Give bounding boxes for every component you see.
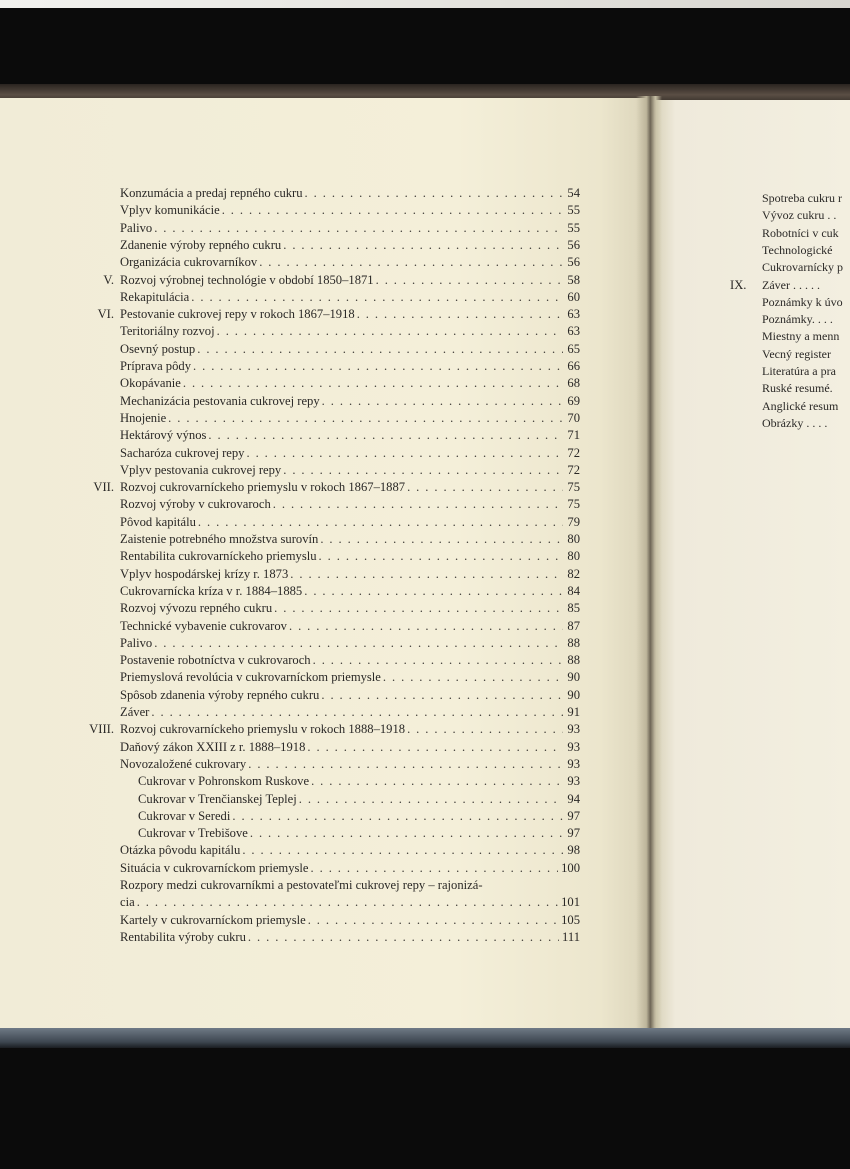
background-top-strip (0, 0, 850, 8)
toc-dot-leader (248, 929, 559, 946)
toc-entry-title: Rozvoj výrobnej technológie v období 1850–1871 (120, 272, 374, 287)
toc-page-number: 55 (567, 203, 580, 218)
toc-entry-title: Poznámky k úvo (762, 294, 843, 309)
toc-entry (0, 825, 650, 842)
toc-entry-line (120, 393, 580, 410)
toc-entry-title: Situácia v cukrovarníckom priemysle (120, 860, 309, 875)
toc-chapter-number: IX. (730, 277, 747, 292)
toc-entry-line (120, 687, 580, 704)
toc-entry-title: Rentabilita cukrovarníckeho priemyslu (120, 549, 317, 564)
toc-entry-title: Vývoz cukru . . (762, 208, 837, 223)
toc-entry (0, 739, 650, 756)
toc-entry-line (120, 721, 580, 738)
toc-entry-title: Vecný register (762, 346, 831, 361)
toc-entry-line (120, 185, 580, 202)
toc-entry (0, 669, 650, 686)
toc-entry-line (120, 323, 580, 340)
toc-entry-line (138, 773, 580, 790)
toc-entry-title: Cukrovarnícky p (762, 260, 843, 275)
toc-entry-title: Organizácia cukrovarníkov (120, 255, 258, 270)
toc-dot-leader (137, 894, 558, 911)
book-cover-bottom-edge (0, 1028, 850, 1048)
toc-entry-title: Rentabilita výroby cukru (120, 929, 246, 944)
toc-dot-leader (283, 462, 563, 479)
toc-entry-title: Vplyv komunikácie (120, 203, 220, 218)
toc-entry (0, 306, 650, 323)
toc-entry-title: Zaistenie potrebného množstva surovín (120, 532, 319, 546)
toc-chapter-number: VI. (97, 307, 114, 322)
toc-entry-line (120, 202, 580, 219)
toc-entry (0, 254, 650, 271)
toc-page-number: 88 (567, 653, 580, 668)
toc-entry-line (120, 254, 580, 271)
toc-entry (0, 358, 650, 375)
toc-page-number: 54 (567, 186, 580, 200)
toc-dot-leader (305, 185, 563, 202)
toc-dot-leader (168, 410, 563, 427)
toc-entry-line (120, 669, 580, 686)
toc-entry (0, 756, 650, 773)
toc-entry-line (120, 635, 580, 652)
toc-entry (0, 791, 650, 808)
toc-entry (0, 427, 650, 444)
toc-dot-leader (322, 393, 563, 410)
toc-page-number: 55 (567, 220, 580, 235)
toc-entry-line (120, 566, 580, 583)
toc-entry-title: Technické vybavenie cukrovarov (120, 618, 287, 633)
toc-chapter-number: VII. (93, 480, 114, 495)
toc-dot-leader (154, 635, 563, 652)
toc-entry-title: Palivo (120, 635, 153, 650)
toc-entry (0, 272, 650, 289)
toc-entry-title: Cukrovar v Pohronskom Ruskove (138, 774, 310, 789)
toc-page-number: 90 (567, 670, 580, 685)
toc-entry (0, 618, 650, 635)
toc-entry-title: Poznámky. . . . (762, 312, 833, 327)
toc-entry-title: Cukrovar v Trenčianskej Teplej (138, 791, 297, 806)
toc-entry-line (120, 860, 580, 877)
toc-entry-title: cia (120, 895, 135, 910)
toc-entry-line (138, 825, 580, 842)
toc-page-number: 100 (561, 860, 580, 875)
toc-dot-leader (248, 756, 563, 773)
toc-entry-line (120, 220, 580, 237)
toc-page-number: 80 (567, 532, 580, 546)
toc-dot-leader (246, 445, 563, 462)
toc-page-number: 70 (567, 410, 580, 425)
toc-entry-title: Daňový zákon XXIII z r. 1888–1918 (120, 739, 306, 754)
toc-entry (0, 185, 650, 202)
toc-dot-leader (407, 479, 563, 496)
toc-entry-title: Otázka pôvodu kapitálu (120, 843, 241, 858)
toc-entry (0, 548, 650, 565)
toc-entry-title: Spôsob zdanenia výroby repného cukru (120, 687, 320, 702)
toc-page-number: 63 (567, 307, 580, 322)
toc-page-number: 91 (567, 705, 580, 719)
toc-entry-title: Mechanizácia pestovania cukrovej repy (120, 393, 320, 408)
toc-entry (0, 860, 650, 877)
toc-dot-leader (222, 202, 563, 219)
toc-entry-title: Technologické (762, 242, 833, 257)
toc-page-number: 63 (567, 324, 580, 339)
toc-entry-title: Obrázky . . . . (762, 415, 828, 430)
toc-dot-leader (259, 254, 563, 271)
toc-entry-line (120, 894, 580, 911)
toc-page-number: 82 (567, 566, 580, 581)
toc-entry (0, 479, 650, 496)
toc-entry (0, 514, 650, 531)
toc-dot-leader (191, 289, 563, 306)
toc-entry (0, 237, 650, 254)
toc-entry (0, 202, 650, 219)
toc-entry (0, 393, 650, 410)
toc-dot-leader (217, 323, 563, 340)
toc-dot-leader (154, 220, 563, 237)
toc-entry-title: Sacharóza cukrovej repy (120, 445, 245, 460)
toc-dot-leader (183, 375, 563, 392)
toc-entry-title: Priemyslová revolúcia v cukrovarníckom priemysle (120, 670, 381, 685)
toc-entry (0, 635, 650, 652)
toc-entry-line (138, 808, 580, 825)
toc-entry-title: Rozvoj výroby v cukrovaroch (120, 497, 271, 512)
toc-entry-title: Robotníci v cuk (762, 225, 839, 240)
toc-entry-line (120, 427, 580, 444)
toc-entry (0, 462, 650, 479)
toc-page-number: 84 (567, 583, 580, 598)
toc-entry-title: Anglické resum (762, 398, 839, 413)
toc-page-number: 90 (567, 687, 580, 702)
toc-entry-line (120, 462, 580, 479)
toc-entry-line (120, 704, 580, 721)
toc-page-number: 75 (567, 497, 580, 512)
toc-entry (0, 877, 650, 894)
toc-entry-title: Kartely v cukrovarníckom priemysle (120, 912, 306, 927)
toc-page-number: 56 (567, 255, 580, 270)
toc-entry-title: Rozvoj cukrovarníckeho priemyslu v rokoch 1867–1887 (120, 480, 406, 495)
toc-entry-title: Teritoriálny rozvoj (120, 324, 215, 339)
toc-entry-title: Konzumácia a predaj repného cukru (120, 186, 303, 200)
toc-page-number: 93 (567, 774, 580, 789)
toc-entry-title: Ruské resumé. (762, 381, 833, 396)
toc-entry-title: Hektárový výnos (120, 428, 207, 443)
toc-entry-title: Vplyv pestovania cukrovej repy (120, 462, 282, 477)
toc-page-number: 79 (567, 514, 580, 529)
toc-dot-leader (232, 808, 563, 825)
toc-page-number: 58 (567, 272, 580, 287)
toc-entry-title: Literatúra a pra (762, 364, 836, 378)
toc-entry (0, 808, 650, 825)
toc-page-number: 65 (567, 341, 580, 356)
toc-dot-leader (208, 427, 563, 444)
toc-dot-leader (283, 237, 563, 254)
toc-chapter-number: V. (103, 272, 114, 287)
toc-dot-leader (357, 306, 563, 323)
toc-dot-leader (274, 600, 563, 617)
toc-entry (0, 600, 650, 617)
toc-entry-line (120, 410, 580, 427)
toc-entry-line (120, 496, 580, 513)
toc-entry-title: Hnojenie (120, 410, 167, 425)
toc-entry (0, 496, 650, 513)
toc-entry-line (120, 237, 580, 254)
toc-entry-title: Cukrovar v Trebišove (138, 826, 248, 841)
toc-entry-line (120, 548, 580, 565)
toc-entry (0, 687, 650, 704)
toc-entry-title: Pôvod kapitálu (120, 514, 196, 529)
toc-page-number: 94 (567, 791, 580, 806)
toc-page-number: 97 (567, 826, 580, 841)
toc-dot-leader (311, 773, 563, 790)
toc-page-number: 71 (567, 428, 580, 443)
toc-entry-line (120, 842, 580, 859)
toc-entry-title: Pestovanie cukrovej repy v rokoch 1867–1918 (120, 307, 355, 322)
toc-entry (0, 929, 650, 946)
toc-dot-leader (313, 652, 563, 669)
toc-entry-line (120, 531, 580, 548)
toc-entry-title: Príprava pôdy (120, 359, 191, 373)
toc-entry-title: Novozaložené cukrovary (120, 756, 247, 771)
toc-entry-line (120, 289, 580, 306)
toc-entry (0, 410, 650, 427)
toc-entry-line (120, 652, 580, 669)
toc-dot-leader (273, 496, 563, 513)
toc-page-number: 101 (561, 895, 580, 910)
toc-entry-line (120, 618, 580, 635)
toc-dot-leader (193, 358, 563, 375)
toc-entry (0, 704, 650, 721)
toc-entry-line (120, 479, 580, 496)
toc-page-number: 72 (567, 445, 580, 460)
toc-entry (0, 721, 650, 738)
toc-entry-line (120, 358, 580, 375)
toc-dot-leader (198, 514, 563, 531)
toc-entry (0, 912, 650, 929)
toc-dot-leader (242, 842, 563, 859)
toc-page-number: 93 (567, 739, 580, 754)
toc-page-number: 60 (567, 289, 580, 304)
toc-entry (0, 445, 650, 462)
toc-entry (0, 341, 650, 358)
toc-page-number: 98 (567, 843, 580, 858)
toc-entry-title: Postavenie robotníctva v cukrovaroch (120, 653, 311, 668)
toc-entry-title: Rozvoj vývozu repného cukru (120, 601, 273, 616)
toc-entry-title: Okopávanie (120, 376, 181, 391)
toc-dot-leader (197, 341, 563, 358)
toc-entry-title: Vplyv hospodárskej krízy r. 1873 (120, 566, 289, 581)
toc-entry-line (120, 756, 580, 773)
toc-dot-leader (299, 791, 563, 808)
toc-dot-leader (311, 860, 559, 877)
toc-entry (0, 531, 650, 548)
toc-entry-line (120, 877, 580, 894)
toc-entry-title: Spotreba cukru r (762, 191, 842, 205)
toc-dot-leader (250, 825, 563, 842)
toc-dot-leader (319, 548, 563, 565)
toc-entry (0, 652, 650, 669)
toc-dot-leader (376, 272, 563, 289)
toc-dot-leader (304, 583, 563, 600)
toc-entry-line (120, 514, 580, 531)
toc-page-number: 66 (567, 359, 580, 373)
toc-entry-title: Zdanenie výroby repného cukru (120, 237, 282, 252)
toc-entry-line (120, 600, 580, 617)
toc-entry-title: Rozvoj cukrovarníckeho priemyslu v rokoch 1888–1918 (120, 722, 406, 737)
toc-page-number: 93 (567, 722, 580, 737)
toc-page-number: 75 (567, 480, 580, 495)
toc-page-number: 80 (567, 549, 580, 564)
toc-entry (0, 894, 650, 911)
toc-entry-line (120, 306, 580, 323)
toc-dot-leader (383, 669, 563, 686)
toc-entry-title: Osevný postup (120, 341, 196, 356)
toc-entry-title: Rozpory medzi cukrovarníkmi a pestovateľmi cukrovej repy – rajonizá- (120, 878, 483, 892)
toc-entry-title: Záver . . . . . (762, 277, 820, 292)
toc-entry-line (120, 929, 580, 946)
toc-entry-line (120, 912, 580, 929)
toc-entry-title: Palivo (120, 220, 153, 235)
toc-entry-line (120, 445, 580, 462)
toc-entry (0, 842, 650, 859)
toc-entry (0, 289, 650, 306)
toc-page-number: 68 (567, 376, 580, 391)
toc-entry-line (120, 583, 580, 600)
toc-dot-leader (407, 721, 563, 738)
toc-entry (0, 566, 650, 583)
toc-page-number: 87 (567, 618, 580, 633)
toc-dot-leader (320, 531, 563, 548)
toc-chapter-number: VIII. (89, 722, 114, 737)
toc-dot-leader (289, 618, 563, 635)
toc-page-number: 85 (567, 601, 580, 616)
toc-page-number: 97 (567, 808, 580, 823)
toc-entry-title: Miestny a menn (762, 329, 840, 344)
toc-entry-line (120, 341, 580, 358)
toc-entry (0, 773, 650, 790)
toc-dot-leader (321, 687, 563, 704)
toc-entry-title: Rekapitulácia (120, 289, 190, 304)
toc-entry-line (138, 791, 580, 808)
toc-entry (0, 323, 650, 340)
toc-page-number: 56 (567, 237, 580, 252)
toc-page-number: 93 (567, 756, 580, 771)
toc-page-number: 88 (567, 635, 580, 650)
toc-page-number: 72 (567, 462, 580, 477)
toc-entry-title: Záver (120, 705, 150, 719)
toc-entry-title: Cukrovarnícka kríza v r. 1884–1885 (120, 583, 303, 598)
toc-page-number: 111 (562, 929, 580, 944)
toc-entry-line (120, 739, 580, 756)
toc-entry (0, 220, 650, 237)
toc-dot-leader (308, 912, 558, 929)
toc-page-number: 69 (567, 393, 580, 408)
toc-page-number: 105 (561, 912, 580, 927)
toc-entry-line (120, 375, 580, 392)
toc-dot-leader (290, 566, 563, 583)
toc-entry-title: Cukrovar v Seredi (138, 808, 231, 823)
toc-entry-line (120, 272, 580, 289)
toc-dot-leader (151, 704, 563, 721)
toc-dot-leader (307, 739, 563, 756)
toc-entry (0, 375, 650, 392)
toc-entry (0, 583, 650, 600)
